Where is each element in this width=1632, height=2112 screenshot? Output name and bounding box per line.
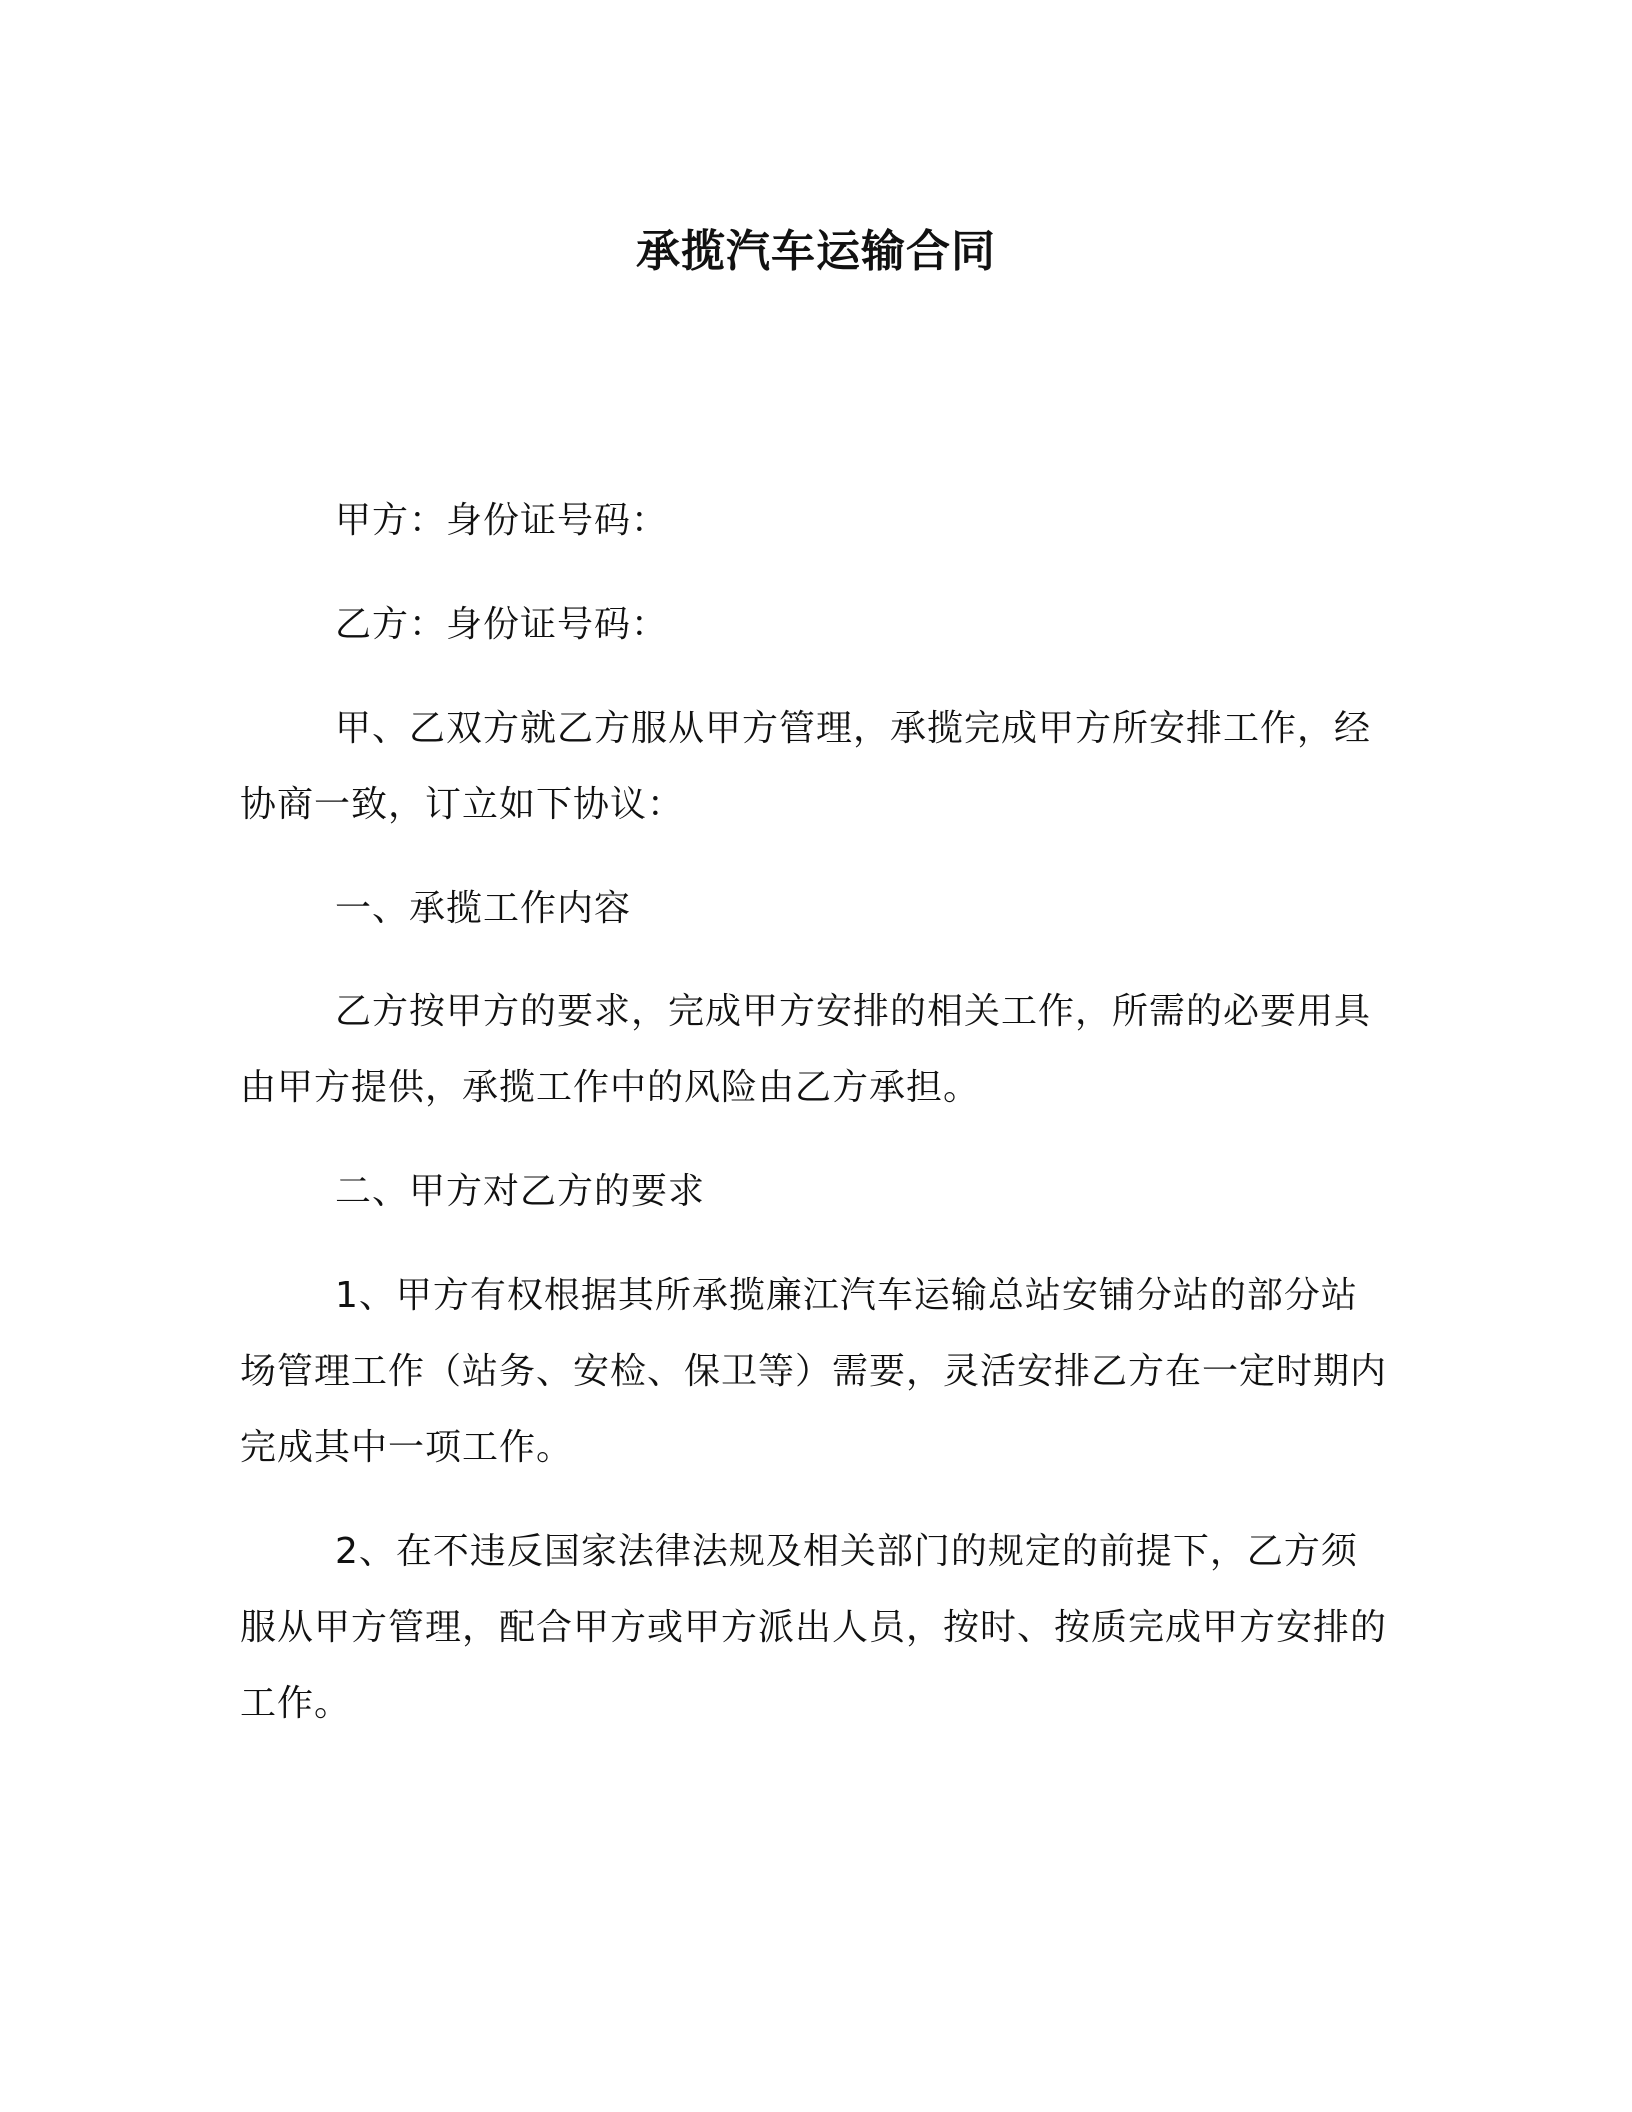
party-b-line: 乙方：身份证号码： — [335, 604, 669, 645]
document-title: 承揽汽车运输合同 — [636, 226, 996, 277]
section-2-heading: 二、甲方对乙方的要求 — [335, 1171, 706, 1212]
intro-paragraph: 甲、乙双方就乙方服从甲方管理，承揽完成甲方所安排工作，经协商一致，订立如下协议： — [240, 708, 1372, 825]
section-2-item-2: 2、在不违反国家法律法规及相关部门的规定的前提下，乙方须服从甲方管理，配合甲方或甲方派出人员，按时、按质完成甲方安排的工作。 — [240, 1531, 1388, 1724]
section-2-item-1: 1、甲方有权根据其所承揽廉江汽车运输总站安铺分站的部分站场管理工作（站务、安检、保卫等）需要，灵活安排乙方在一定时期内完成其中一项工作。 — [240, 1275, 1388, 1468]
party-a-line: 甲方：身份证号码： — [335, 500, 669, 541]
section-1-heading: 一、承揽工作内容 — [335, 888, 632, 929]
section-1-body: 乙方按甲方的要求，完成甲方安排的相关工作，所需的必要用具由甲方提供，承揽工作中的风险由乙方承担。 — [240, 991, 1372, 1108]
